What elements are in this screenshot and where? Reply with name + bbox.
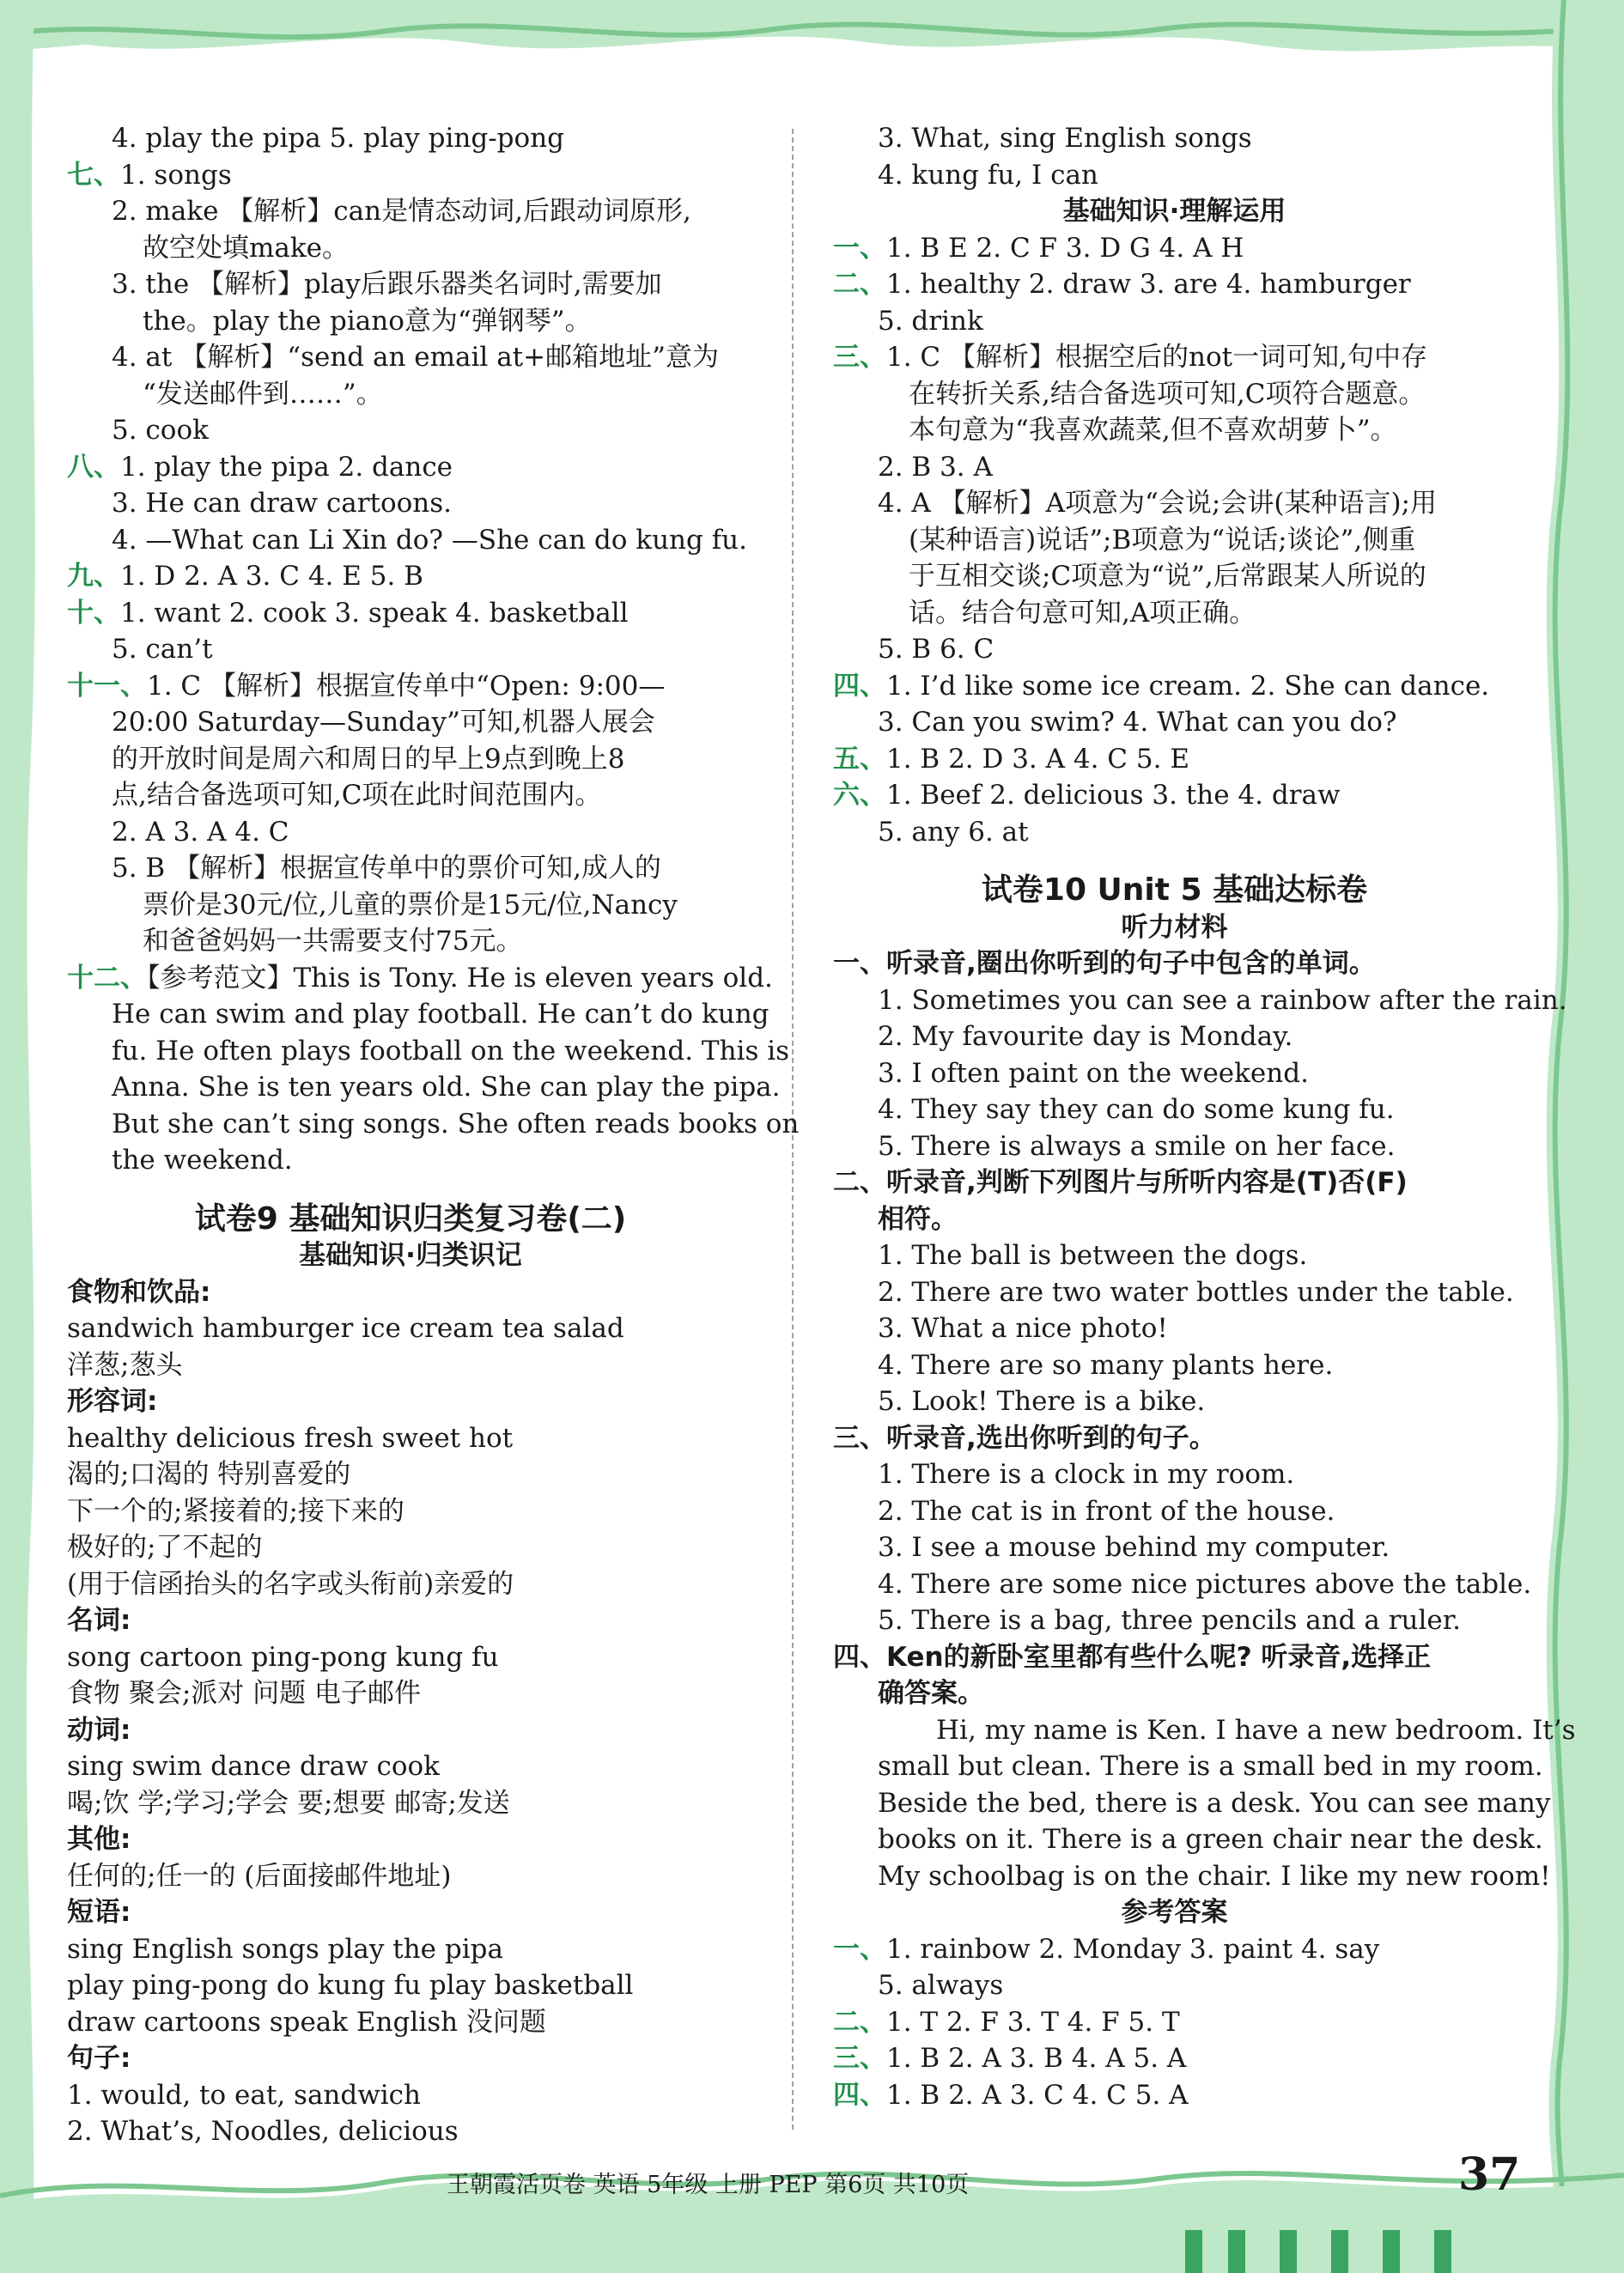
- text-line: [67, 193, 754, 230]
- text-line: [67, 1106, 800, 1143]
- text-line: [833, 1420, 1516, 1457]
- line-text: Anna. She is ten years old. She can play the pipa.: [112, 1072, 781, 1103]
- line-text: 喝;饮 学;学习;学会 要;想要 邮寄;发送: [67, 1787, 510, 1819]
- text-line: [833, 2004, 1516, 2041]
- text-line: [833, 741, 1516, 778]
- text-line: [67, 230, 754, 267]
- text-line: [67, 1602, 754, 1639]
- line-text: books on it. There is a green chair near the desk.: [878, 1824, 1543, 1855]
- exam9-subtitle: 基础知识·归类识记: [299, 1240, 522, 1271]
- line-text: 1. would, to eat, sandwich: [67, 2079, 422, 2111]
- text-line: [67, 1033, 790, 1070]
- line-text: 1. rainbow 2. Monday 3. paint 4. say: [886, 1933, 1380, 1965]
- line-text: 2. There are two water bottles under the table.: [878, 1276, 1514, 1308]
- line-text: 四、Ken的新卧室里都有些什么呢? 听录音,选择正: [833, 1641, 1432, 1673]
- text-line: [67, 887, 754, 924]
- text-line: [833, 1201, 1516, 1238]
- text-line: [67, 376, 754, 413]
- text-line: [67, 1347, 754, 1384]
- line-text: 3. I see a mouse behind my computer.: [878, 1532, 1390, 1563]
- line-text: 三、听录音,选出你听到的句子。: [833, 1422, 1216, 1454]
- line-text: sing swim dance draw cook: [67, 1751, 440, 1782]
- line-text: song cartoon ping-pong kung fu: [67, 1641, 499, 1673]
- line-text: 5. There is always a smile on her face.: [878, 1130, 1396, 1162]
- text-line: [67, 303, 754, 340]
- text-line: [833, 1931, 1516, 1968]
- line-text: 3. I often paint on the weekend.: [878, 1057, 1309, 1089]
- line-text: healthy delicious fresh sweet hot: [67, 1422, 514, 1454]
- text-line: [833, 558, 1516, 595]
- section-number: 七、: [67, 159, 120, 191]
- text-line: [833, 1675, 1516, 1712]
- text-line: [833, 1310, 1516, 1347]
- text-line: [67, 266, 754, 303]
- text-line: [833, 193, 1516, 230]
- text-line: [67, 1142, 754, 1179]
- text-line: [67, 1894, 754, 1931]
- text-line: [67, 558, 754, 595]
- line-text: 1. B E 2. C F 3. D G 4. A H: [886, 232, 1244, 264]
- line-text: 【参考范文】This is Tony. He is eleven years old.: [147, 962, 773, 994]
- line-text: Hi, my name is Ken. I have a new bedroom. It’s: [936, 1714, 1576, 1746]
- line-text: the。play the piano意为“弹钢琴”。: [143, 305, 592, 337]
- text-line: [833, 631, 1516, 668]
- line-text: 1. I’d like some ice cream. 2. She can dance.: [886, 670, 1490, 702]
- exam9-title: 试卷9 基础知识归类复习卷(二): [194, 1200, 627, 1237]
- line-text: My schoolbag is on the chair. I like my new room!: [878, 1860, 1551, 1892]
- text-line: [833, 2040, 1516, 2077]
- text-line: [833, 945, 1516, 982]
- line-text: 5. cook: [112, 415, 209, 446]
- line-text: 5. drink: [878, 305, 983, 337]
- text-line: [67, 1858, 754, 1895]
- line-text: 二、听录音,判断下列图片与所听内容是(T)否(F): [833, 1167, 1408, 1198]
- line-text: 3. What, sing English songs: [878, 123, 1252, 154]
- line-text: draw cartoons speak English 没问题: [67, 2006, 546, 2038]
- line-text: 1. Sometimes you can see a rainbow after the rain.: [878, 984, 1567, 1016]
- text-line: [833, 485, 1516, 522]
- line-text: 洋葱;葱头: [67, 1349, 183, 1381]
- text-line: [833, 1894, 1516, 1931]
- line-text: 动词:: [67, 1714, 131, 1746]
- line-text: sandwich hamburger ice cream tea salad: [67, 1313, 624, 1344]
- text-line: [67, 923, 754, 960]
- text-line: [833, 2077, 1516, 2114]
- line-text: 在转折关系,结合备选项可知,C项符合题意。: [909, 378, 1426, 410]
- line-text: 确答案。: [878, 1678, 984, 1709]
- section-number: 四、: [833, 2079, 886, 2111]
- line-text: 极好的;了不起的: [67, 1532, 263, 1563]
- line-text: 3. Can you swim? 4. What can you do?: [878, 707, 1397, 738]
- line-text: 5. can’t: [112, 634, 213, 665]
- text-line: [833, 814, 1516, 851]
- line-text: 5. B 6. C: [878, 634, 994, 665]
- text-line: [67, 814, 754, 851]
- line-text: 1. songs: [120, 159, 232, 191]
- text-line: [67, 777, 754, 814]
- line-text: 名词:: [67, 1605, 131, 1636]
- line-text: 5. Look! There is a bike.: [878, 1386, 1206, 1417]
- exam9-content: [67, 1274, 754, 2150]
- text-line: [67, 2040, 754, 2077]
- text-line: [833, 1785, 1551, 1822]
- line-text: 1. C 【解析】根据空后的not一词可知,句中存: [886, 342, 1427, 373]
- line-text: 5. any 6. at: [878, 816, 1029, 848]
- line-text: 1. want 2. cook 3. speak 4. basketball: [120, 597, 629, 629]
- line-text: 5. B 【解析】根据宣传单中的票价可知,成人的: [112, 853, 661, 884]
- text-line: [833, 1128, 1516, 1165]
- text-line: [833, 1639, 1516, 1676]
- text-line: [833, 120, 1516, 157]
- exam10-title: 试卷10 Unit 5 基础达标卷: [981, 872, 1368, 908]
- section-number: 一、: [833, 1933, 886, 1965]
- line-text: 1. C 【解析】根据宣传单中“Open: 9:00—: [147, 670, 666, 702]
- section-number: 三、: [833, 2043, 886, 2074]
- text-line: [833, 704, 1516, 741]
- line-text: 食物和饮品:: [67, 1276, 211, 1308]
- text-line: [67, 960, 773, 997]
- text-line: [833, 339, 1516, 376]
- section-number: 二、: [833, 269, 886, 300]
- text-line: [67, 1310, 754, 1347]
- text-line: [67, 1967, 754, 2004]
- line-text: 基础知识·理解运用: [1062, 196, 1286, 227]
- text-line: [67, 996, 769, 1033]
- text-line: [833, 449, 1516, 486]
- text-line: [67, 1383, 754, 1420]
- text-line: [67, 2077, 754, 2114]
- text-line: [67, 2004, 754, 2041]
- text-line: [833, 1821, 1543, 1858]
- line-text: 其他:: [67, 1824, 131, 1855]
- text-line: [833, 1347, 1516, 1384]
- line-text: 点,结合备选项可知,C项在此时间范围内。: [112, 780, 602, 811]
- line-text: 4. There are so many plants here.: [878, 1349, 1334, 1381]
- line-text: Beside the bed, there is a desk. You can see many: [878, 1787, 1551, 1819]
- text-line: [67, 339, 754, 376]
- section-number: 八、: [67, 451, 120, 483]
- text-line: [833, 230, 1516, 267]
- line-text: 5. There is a bag, three pencils and a ruler.: [878, 1605, 1462, 1636]
- text-line: [67, 1748, 754, 1785]
- text-line: [833, 1529, 1516, 1566]
- text-line: [67, 595, 754, 632]
- line-text: 参考答案: [1121, 1897, 1228, 1928]
- left-column: [67, 120, 800, 2150]
- text-line: [67, 485, 754, 522]
- section-number: 十二、: [67, 962, 147, 994]
- line-text: 3. What a nice photo!: [878, 1313, 1168, 1344]
- line-text: 1. B 2. A 3. C 4. C 5. A: [886, 2079, 1189, 2111]
- line-text: (用于信函抬头的名字或头衔前)亲爱的: [67, 1568, 514, 1600]
- line-text: 4. —What can Li Xin do? —She can do kung fu.: [112, 524, 747, 556]
- text-line: [833, 595, 1516, 632]
- line-text: 渴的;口渴的 特别喜爱的: [67, 1459, 351, 1490]
- line-text: 4. A 【解析】A项意为“会说;会讲(某种语言);用: [878, 488, 1437, 519]
- line-text: sing English songs play the pipa: [67, 1933, 503, 1965]
- text-line: [67, 1493, 754, 1530]
- text-line: [833, 157, 1516, 194]
- section-number: 四、: [833, 670, 886, 702]
- line-text: 2. A 3. A 4. C: [112, 816, 289, 848]
- line-text: 3. He can draw cartoons.: [112, 488, 453, 519]
- right-column: [833, 120, 1576, 2113]
- line-text: 5. always: [878, 1970, 1004, 2001]
- line-text: 话。结合句意可知,A项正确。: [909, 597, 1256, 629]
- text-line: [67, 157, 754, 194]
- text-line: [67, 1566, 754, 1603]
- frame-bottom-border: [0, 2144, 1624, 2273]
- text-line: [833, 1164, 1516, 1201]
- text-line: [833, 266, 1516, 303]
- line-text: 短语:: [67, 1897, 131, 1928]
- text-line: [67, 1456, 754, 1493]
- text-line: [833, 376, 1516, 413]
- line-text: 4. There are some nice pictures above the table.: [878, 1568, 1532, 1600]
- answer-list-exam9: [833, 120, 1516, 850]
- text-line: [833, 412, 1516, 449]
- line-text: 3. the 【解析】play后跟乐器类名词时,需要加: [112, 269, 662, 300]
- text-line: [833, 1858, 1551, 1895]
- text-line: [833, 777, 1516, 814]
- exam10-subtitle: 听力材料: [1121, 911, 1228, 943]
- text-line: [67, 2113, 754, 2150]
- line-text: fu. He often plays football on the weekend. This is: [112, 1035, 790, 1067]
- line-text: 4. They say they can do some kung fu.: [878, 1094, 1395, 1125]
- text-line: [67, 1821, 754, 1858]
- line-text: 2. My favourite day is Monday.: [878, 1021, 1293, 1052]
- line-text: 下一个的;紧接着的;接下来的: [67, 1495, 404, 1527]
- line-text: 1. healthy 2. draw 3. are 4. hamburger: [886, 269, 1411, 300]
- line-text: 故空处填make。: [143, 232, 350, 264]
- line-text: 4. play the pipa 5. play ping-pong: [112, 123, 564, 154]
- line-text: 4. kung fu, I can: [878, 159, 1098, 191]
- line-text: 20:00 Saturday—Sunday”可知,机器人展会: [112, 707, 655, 738]
- line-text: But she can’t sing songs. She often reads books on: [112, 1108, 800, 1140]
- line-text: 1. play the pipa 2. dance: [120, 451, 453, 483]
- line-text: 相符。: [878, 1203, 958, 1235]
- line-text: 2. The cat is in front of the house.: [878, 1495, 1335, 1527]
- text-line: [833, 1055, 1516, 1092]
- text-line: [67, 1931, 754, 1968]
- text-line: [67, 631, 754, 668]
- text-line: [67, 120, 754, 157]
- line-text: 4. at 【解析】“send an email at+邮箱地址”意为: [112, 342, 719, 373]
- line-text: small but clean. There is a small bed in my room.: [878, 1751, 1543, 1782]
- text-line: [833, 982, 1567, 1019]
- text-line: [833, 1566, 1532, 1603]
- frame-right-border: [1504, 0, 1624, 2273]
- line-text: 句子:: [67, 2043, 131, 2074]
- line-text: 1. Beef 2. delicious 3. the 4. draw: [886, 780, 1341, 811]
- text-line: [67, 1712, 754, 1749]
- line-text: 2. B 3. A: [878, 451, 993, 483]
- text-line: [67, 1274, 754, 1311]
- footer-info: 王朝霞活页卷 英语 5年级 上册 PEP 第6页 共10页: [447, 2172, 970, 2198]
- line-text: 1. B 2. A 3. B 4. A 5. A: [886, 2043, 1187, 2074]
- line-text: 形容词:: [67, 1386, 158, 1417]
- line-text: 票价是30元/位,儿童的票价是15元/位,Nancy: [143, 889, 678, 921]
- text-line: [67, 1529, 754, 1566]
- text-line: [833, 1967, 1516, 2004]
- text-line: [833, 1091, 1516, 1128]
- section-number: 三、: [833, 342, 886, 373]
- answer-list-exam8: [67, 120, 800, 1179]
- section-number: 二、: [833, 2006, 886, 2038]
- line-text: 2. What’s, Noodles, delicious: [67, 2116, 459, 2147]
- text-line: [67, 850, 754, 887]
- text-line: [833, 1748, 1543, 1785]
- line-text: 1. There is a clock in my room.: [878, 1459, 1295, 1490]
- section-number: 十、: [67, 597, 120, 629]
- line-text: 一、听录音,圈出你听到的句子中包含的单词。: [833, 948, 1376, 979]
- section-number: 一、: [833, 232, 886, 264]
- text-line: [833, 1493, 1516, 1530]
- text-line: [67, 1069, 781, 1106]
- section-number: 九、: [67, 561, 120, 592]
- text-line: [67, 741, 754, 778]
- line-text: 1. The ball is between the dogs.: [878, 1240, 1308, 1271]
- line-text: 1. D 2. A 3. C 4. E 5. B: [120, 561, 423, 592]
- text-line: [67, 1639, 754, 1676]
- line-text: 于互相交谈;C项意为“说”,后常跟某人所说的: [909, 561, 1426, 592]
- section-number: 十一、: [67, 670, 147, 702]
- text-line: [67, 1675, 754, 1712]
- page-number: 37: [1458, 2148, 1521, 2201]
- text-line: [833, 1602, 1516, 1639]
- text-line: [833, 303, 1516, 340]
- text-line: [67, 522, 754, 559]
- line-text: 1. T 2. F 3. T 4. F 5. T: [886, 2006, 1180, 2038]
- line-text: “发送邮件到……”。: [143, 378, 383, 410]
- text-line: [833, 1274, 1516, 1311]
- text-line: [833, 668, 1516, 705]
- line-text: 的开放时间是周六和周日的早上9点到晚上8: [112, 743, 625, 775]
- text-line: [67, 704, 754, 741]
- line-text: 任何的;任一的 (后面接邮件地址): [67, 1860, 452, 1892]
- section-number: 六、: [833, 780, 886, 811]
- line-text: 本句意为“我喜欢蔬菜,但不喜欢胡萝卜”。: [909, 415, 1397, 446]
- line-text: 和爸爸妈妈一共需要支付75元。: [143, 926, 523, 957]
- section-number: 五、: [833, 743, 886, 775]
- text-line: [833, 1018, 1516, 1055]
- text-line: [67, 449, 754, 486]
- line-text: the weekend.: [112, 1145, 293, 1176]
- line-text: play ping-pong do kung fu play basketball: [67, 1970, 634, 2001]
- text-line: [833, 1712, 1576, 1749]
- text-line: [833, 1237, 1516, 1274]
- line-text: 2. make 【解析】can是情态动词,后跟动词原形,: [112, 196, 691, 227]
- line-text: 食物 聚会;派对 问题 电子邮件: [67, 1678, 422, 1709]
- frame-top-border: [0, 0, 1624, 103]
- text-line: [833, 1383, 1516, 1420]
- text-line: [67, 1420, 754, 1457]
- text-line: [67, 412, 754, 449]
- text-line: [67, 1785, 754, 1822]
- text-line: [67, 668, 754, 705]
- text-line: [833, 1456, 1516, 1493]
- exam10-content: [833, 945, 1576, 2113]
- line-text: 1. B 2. D 3. A 4. C 5. E: [886, 743, 1189, 775]
- line-text: He can swim and play football. He can’t do kung: [112, 999, 769, 1030]
- line-text: (某种语言)说话”;B项意为“说话;谈论”,侧重: [909, 524, 1416, 556]
- text-line: [833, 522, 1516, 559]
